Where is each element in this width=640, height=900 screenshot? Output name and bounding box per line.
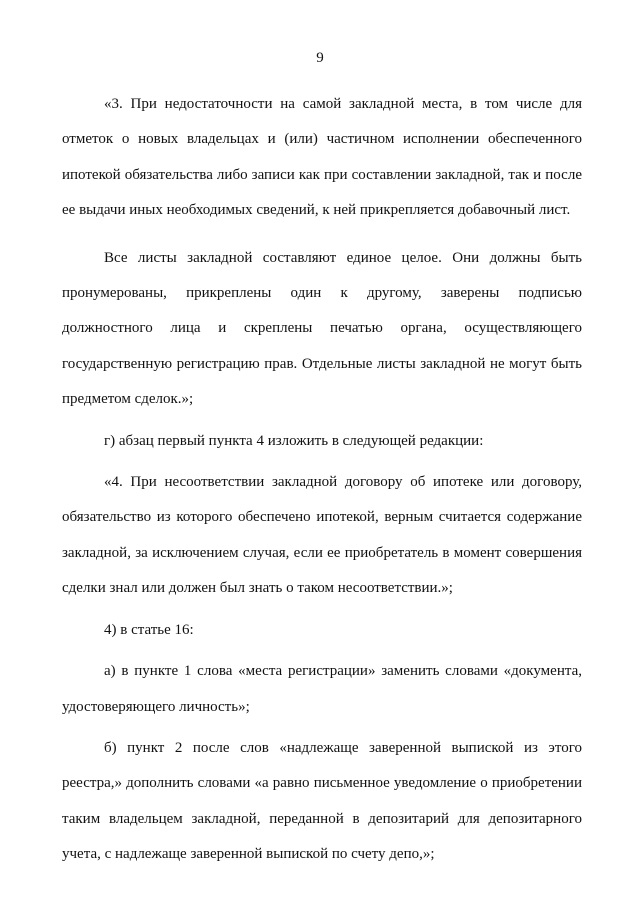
paragraph-sheets-whole: Все листы закладной составляют единое целое. Они должны быть пронумерованы, прикреплены один к другому, заверены подписью должностного лица и скреплены печатью органа, осуществляющего государственную регистрацию прав. Отдельные листы закладной не могут быть предметом сделок.»; [62,249,582,408]
document-body [62,87,582,873]
paragraph-amendment-a: а) в пункте 1 слова «места регистрации» заменить словами «документа, удостоверяющего личность»; [62,663,582,715]
paragraph-article-16: 4) в статье 16: [104,621,194,638]
paragraph-3-additional-sheet: «3. При недостаточности на самой закладной места, в том числе для отметок о новых владельцах и (или) частичном исполнении обеспеченного ипотекой обязательства либо записи как при составлении закладной, так и после ее выдачи иных необходимых сведений, к ней прикрепляется добавочный лист. [62,96,582,219]
paragraph-4-mismatch: «4. При несоответствии закладной договору об ипотеке или договору, обязательство из которого обеспечено ипотекой, верным считается содержание закладной, за исключением случая, если ее приобретатель в момент совершения сделки знал или должен был знать о таком несоответствии.»; [62,474,582,597]
page-number: 9 [316,50,324,66]
paragraph-amendment-g: г) абзац первый пункта 4 изложить в следующей редакции: [104,432,484,449]
paragraph-amendment-b: б) пункт 2 после слов «надлежаще заверенной выпиской из этого реестра,» дополнить словами «а равно письменное уведомление о приобретении таким владельцем закладной, переданной в депозитарий для депозитарного учета, с надлежаще заверенной выпиской по счету депо,»; [62,739,582,863]
